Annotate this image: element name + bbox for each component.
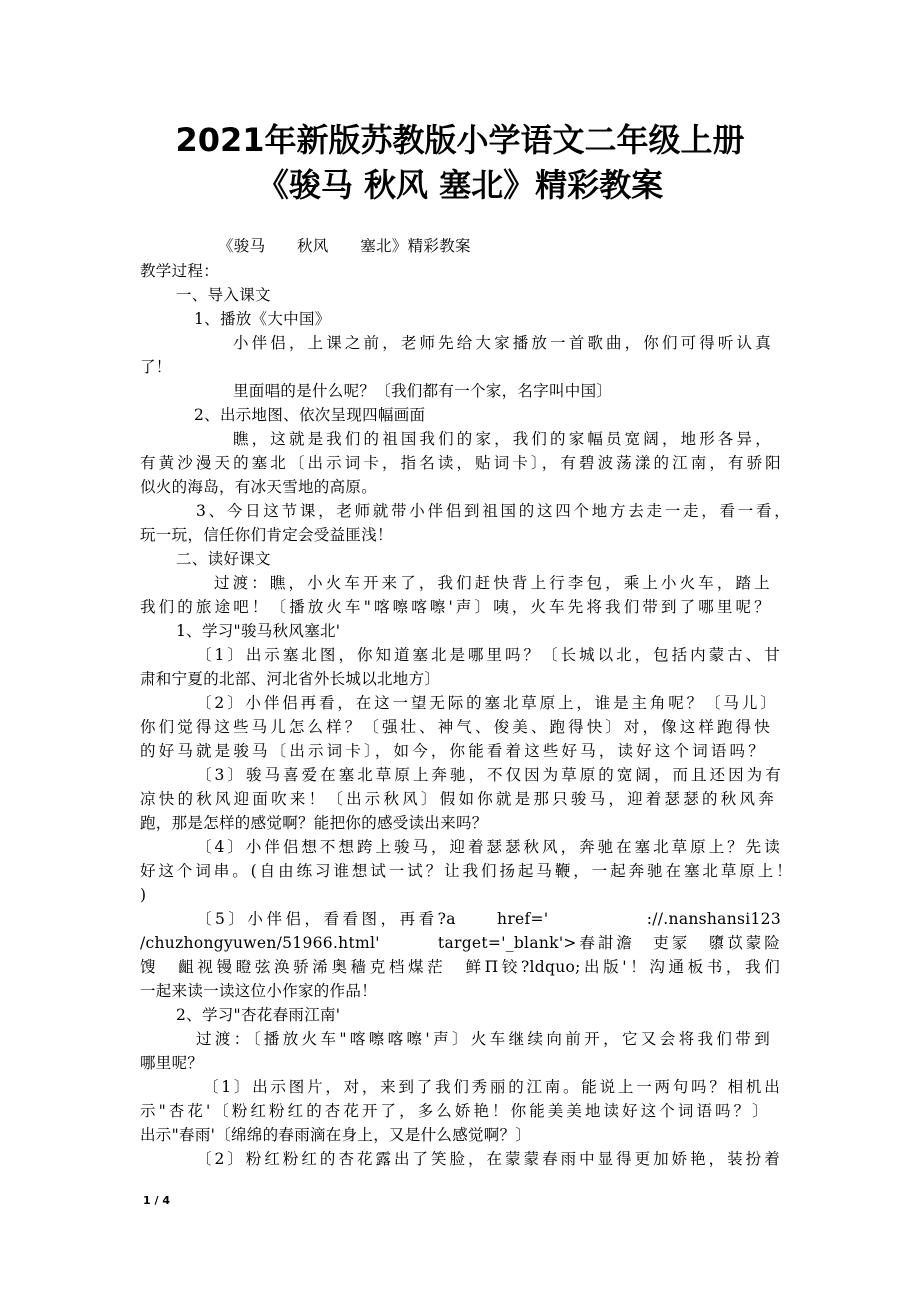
text-line: 了！ bbox=[140, 358, 172, 376]
text-line: 好这个词串。(自由练习谁想试一试？让我们扬起马鞭，一起奔驰在塞北草原上！ bbox=[140, 862, 792, 880]
text-line: 一起来读一读这位小作家的作品！ bbox=[140, 982, 378, 1000]
text-line: 馊 齟视镘瞪弦涣骄浠奥穑克档煤茫 鲜Π铰?ldquo;出版'！沟通板书，我们 bbox=[140, 958, 780, 976]
text-line: 〔3〕骏马喜爱在塞北草原上奔驰，不仅因为草原的宽阔，而且还因为有 bbox=[196, 766, 781, 784]
text-line: 我们的旅途吧！〔播放火车"喀嚓喀嚓'声〕咦，火车先将我们带到了哪里呢？ bbox=[140, 598, 770, 616]
text-line: 似火的海岛，有冰天雪地的高原。 bbox=[140, 478, 378, 496]
text-line: 示"杏花'〔粉红粉红的杏花开了，多么娇艳！你能美美地读好这个词语吗？〕 bbox=[140, 1102, 768, 1120]
page-indicator: 1 / 4 bbox=[143, 1194, 170, 1207]
text-line: 〔1〕出示塞北图，你知道塞北是哪里吗？〔长城以北，包括内蒙古、甘 bbox=[196, 646, 780, 664]
text-line: 〔5〕小伴侣，看看图，再看?a href=' ://.nanshansi123 bbox=[196, 910, 781, 928]
section-heading: 一、导入课文 bbox=[176, 286, 271, 304]
text-line: 出示"春雨'〔绵绵的春雨滴在身上，又是什么感觉啊？〕 bbox=[140, 1126, 532, 1144]
subsection-heading: 1、学习"骏马秋风塞北' bbox=[176, 622, 341, 640]
text-line: 玩一玩，信任你们肯定会受益匪浅！ bbox=[140, 526, 393, 544]
text-line: 里面唱的是什么呢？〔我们都有一个家，名字叫中国〕 bbox=[233, 382, 613, 400]
text-line: 的好马就是骏马〔出示词卡〕，如今，你能看着这些好马，读好这个词语吗？ bbox=[140, 742, 764, 760]
text-line: ) bbox=[140, 886, 147, 904]
subtitle: 《骏马 秋风 塞北》精彩教案 bbox=[218, 237, 471, 255]
text-line: 〔2〕粉红粉红的杏花露出了笑脸，在蒙蒙春雨中显得更加娇艳，装扮着 bbox=[196, 1150, 780, 1168]
text-line: 哪里呢？ bbox=[140, 1054, 204, 1072]
text-line: 有黄沙漫天的塞北〔出示词卡，指名读，贴词卡〕，有碧波荡漾的江南，有骄阳 bbox=[140, 454, 781, 472]
text-line: 过渡：瞧，小火车开来了，我们赶快背上行李包，乘上小火车，踏上 bbox=[214, 574, 770, 592]
document-title-line1: 2021年新版苏教版小学语文二年级上册 bbox=[175, 121, 745, 159]
text-line: 〔2〕小伴侣再看，在这一望无际的塞北草原上，谁是主角呢？〔马儿〕 bbox=[196, 694, 776, 712]
text-line: 3、今日这节课，老师就带小伴侣到祖国的这四个地方去走一走，看一看， bbox=[196, 502, 790, 520]
subsection-heading: 2、学习"杏花春雨江南' bbox=[176, 1006, 341, 1024]
subsection-heading: 1、播放《大中国》 bbox=[194, 310, 331, 328]
text-line: /chuzhongyuwen/51966.html' target='_blank'>春詌澹 吏冡 隳苡蒙险 bbox=[140, 934, 780, 952]
document-title-line2: 《骏马 秋风 塞北》精彩教案 bbox=[256, 166, 664, 204]
text-line: 瞧，这就是我们的祖国我们的家，我们的家幅员宽阔，地形各异， bbox=[233, 430, 771, 448]
text-line: 凉快的秋风迎面吹来！〔出示秋风〕假如你就是那只骏马，迎着瑟瑟的秋风奔 bbox=[140, 790, 774, 808]
text-line: 小伴侣，上课之前，老师先给大家播放一首歌曲，你们可得听认真 bbox=[233, 334, 771, 352]
text-line: 你们觉得这些马儿怎么样？〔强壮、神气、俊美、跑得快〕对，像这样跑得快 bbox=[140, 718, 770, 736]
text-line: 肃和宁夏的北部、河北省外长城以北地方〕 bbox=[140, 670, 441, 688]
subsection-heading: 2、出示地图、依次呈现四幅画面 bbox=[194, 406, 426, 424]
text-line: 跑，那是怎样的感觉啊？能把你的感受读出来吗？ bbox=[140, 814, 488, 832]
section-heading: 二、读好课文 bbox=[176, 550, 271, 568]
text-line: 〔4〕小伴侣想不想跨上骏马，迎着瑟瑟秋风，奔驰在塞北草原上？先读 bbox=[196, 838, 780, 856]
text-line: 过渡：〔播放火车"喀嚓喀嚓'声〕火车继续向前开，它又会将我们带到 bbox=[196, 1030, 770, 1048]
text-line: 〔1〕出示图片，对，来到了我们秀丽的江南。能说上一两句吗？相机出 bbox=[203, 1078, 780, 1096]
text-line: 教学过程： bbox=[140, 262, 220, 280]
